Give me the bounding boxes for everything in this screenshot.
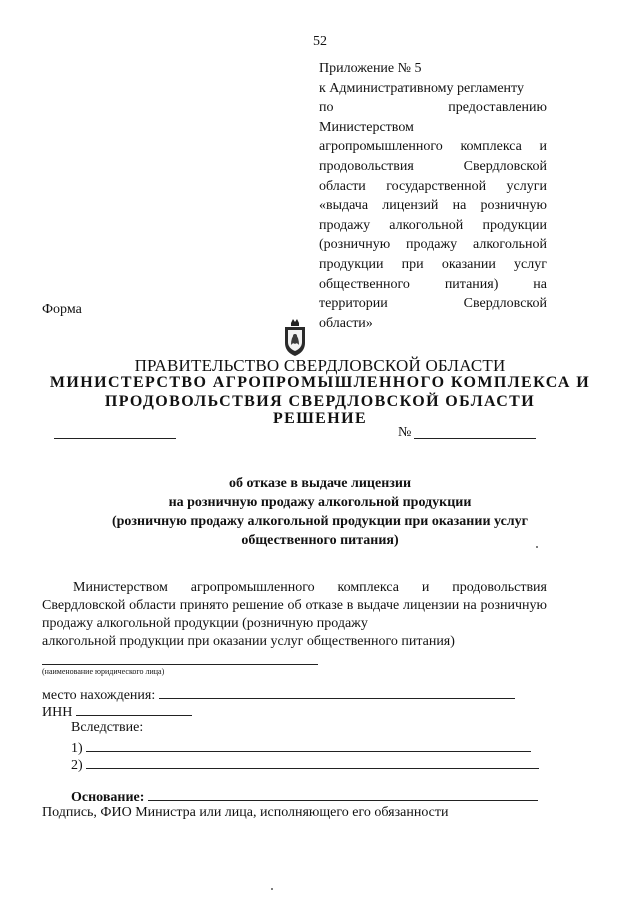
number-label: № bbox=[398, 425, 412, 440]
inn-row bbox=[42, 703, 192, 721]
reason-number: 1) bbox=[71, 741, 83, 756]
ministry-title-line: МИНИСТЕРСТВО АГРОПРОМЫШЛЕННОГО КОМПЛЕКСА И bbox=[49, 374, 591, 391]
appendix-line: агропромышленного комплекса и bbox=[319, 139, 547, 155]
number-blank bbox=[414, 438, 536, 439]
ministry-title bbox=[0, 373, 640, 411]
paragraph-text: Министерством агропромышленного комплекса и продовольствия Свердловской области принято решение об отказе в выдаче лицензии на розничную продажу алкогольной продукции (розничную продажу bbox=[42, 580, 547, 631]
appendix-block bbox=[319, 59, 547, 333]
inn-label: ИНН bbox=[42, 705, 73, 720]
location-row bbox=[42, 686, 515, 704]
page-number: 52 bbox=[313, 34, 327, 49]
appendix-line: области» bbox=[319, 315, 373, 331]
scan-dot bbox=[536, 546, 538, 548]
reason-row-2 bbox=[71, 756, 539, 774]
form-label: Форма bbox=[42, 302, 82, 317]
location-label: место нахождения: bbox=[42, 688, 156, 703]
reason-row-1 bbox=[71, 739, 531, 757]
appendix-line: продукции при оказании услуг bbox=[319, 256, 547, 272]
appendix-line: по предоставлению bbox=[319, 100, 547, 116]
date-blank bbox=[54, 438, 176, 439]
location-blank bbox=[159, 686, 515, 699]
decision-paragraph bbox=[42, 579, 547, 651]
decision-subject bbox=[40, 474, 600, 550]
ministry-title-line: ПРОДОВОЛЬСТВИЯ СВЕРДЛОВСКОЙ ОБЛАСТИ bbox=[104, 393, 536, 410]
decision-heading: РЕШЕНИЕ bbox=[272, 410, 368, 427]
subject-line: общественного питания) bbox=[241, 533, 399, 548]
appendix-line: общественного питания) на bbox=[319, 276, 547, 292]
basis-blank bbox=[148, 788, 538, 801]
appendix-line: продовольствия Свердловской bbox=[319, 158, 547, 174]
appendix-line: области государственной услуги bbox=[319, 178, 547, 194]
reason-number: 2) bbox=[71, 758, 83, 773]
entity-name-blank bbox=[42, 664, 318, 665]
basis-row bbox=[71, 788, 538, 806]
appendix-line: территории Свердловской bbox=[319, 296, 547, 312]
appendix-line: Министерством bbox=[319, 119, 414, 135]
government-title: ПРАВИТЕЛЬСТВО СВЕРДЛОВСКОЙ ОБЛАСТИ bbox=[134, 356, 506, 375]
due-to-label: Вследствие: bbox=[71, 720, 144, 735]
subject-line: на розничную продажу алкогольной продукции bbox=[168, 495, 472, 510]
subject-line: об отказе в выдаче лицензии bbox=[228, 476, 412, 491]
appendix-line: (розничную продажу алкогольной bbox=[319, 237, 547, 253]
paragraph-text-last: алкогольной продукции при оказании услуг общественного питания) bbox=[42, 634, 455, 649]
reason-blank bbox=[86, 756, 539, 769]
inn-blank bbox=[76, 703, 192, 716]
coat-of-arms-icon bbox=[282, 317, 308, 357]
subject-line: (розничную продажу алкогольной продукции при оказании услуг bbox=[111, 514, 528, 529]
reason-blank bbox=[86, 739, 531, 752]
appendix-line: продажу алкогольной продукции bbox=[319, 217, 547, 233]
signature-line: Подпись, ФИО Министра или лица, исполняющего его обязанности bbox=[42, 805, 449, 820]
appendix-line: «выдача лицензий на розничную bbox=[319, 198, 547, 214]
basis-label: Основание: bbox=[71, 790, 145, 805]
appendix-line: Приложение № 5 bbox=[319, 61, 422, 76]
entity-caption: (наименование юридического лица) bbox=[42, 667, 165, 676]
appendix-line: к Административному регламенту bbox=[319, 80, 524, 96]
scan-dot bbox=[271, 888, 273, 890]
